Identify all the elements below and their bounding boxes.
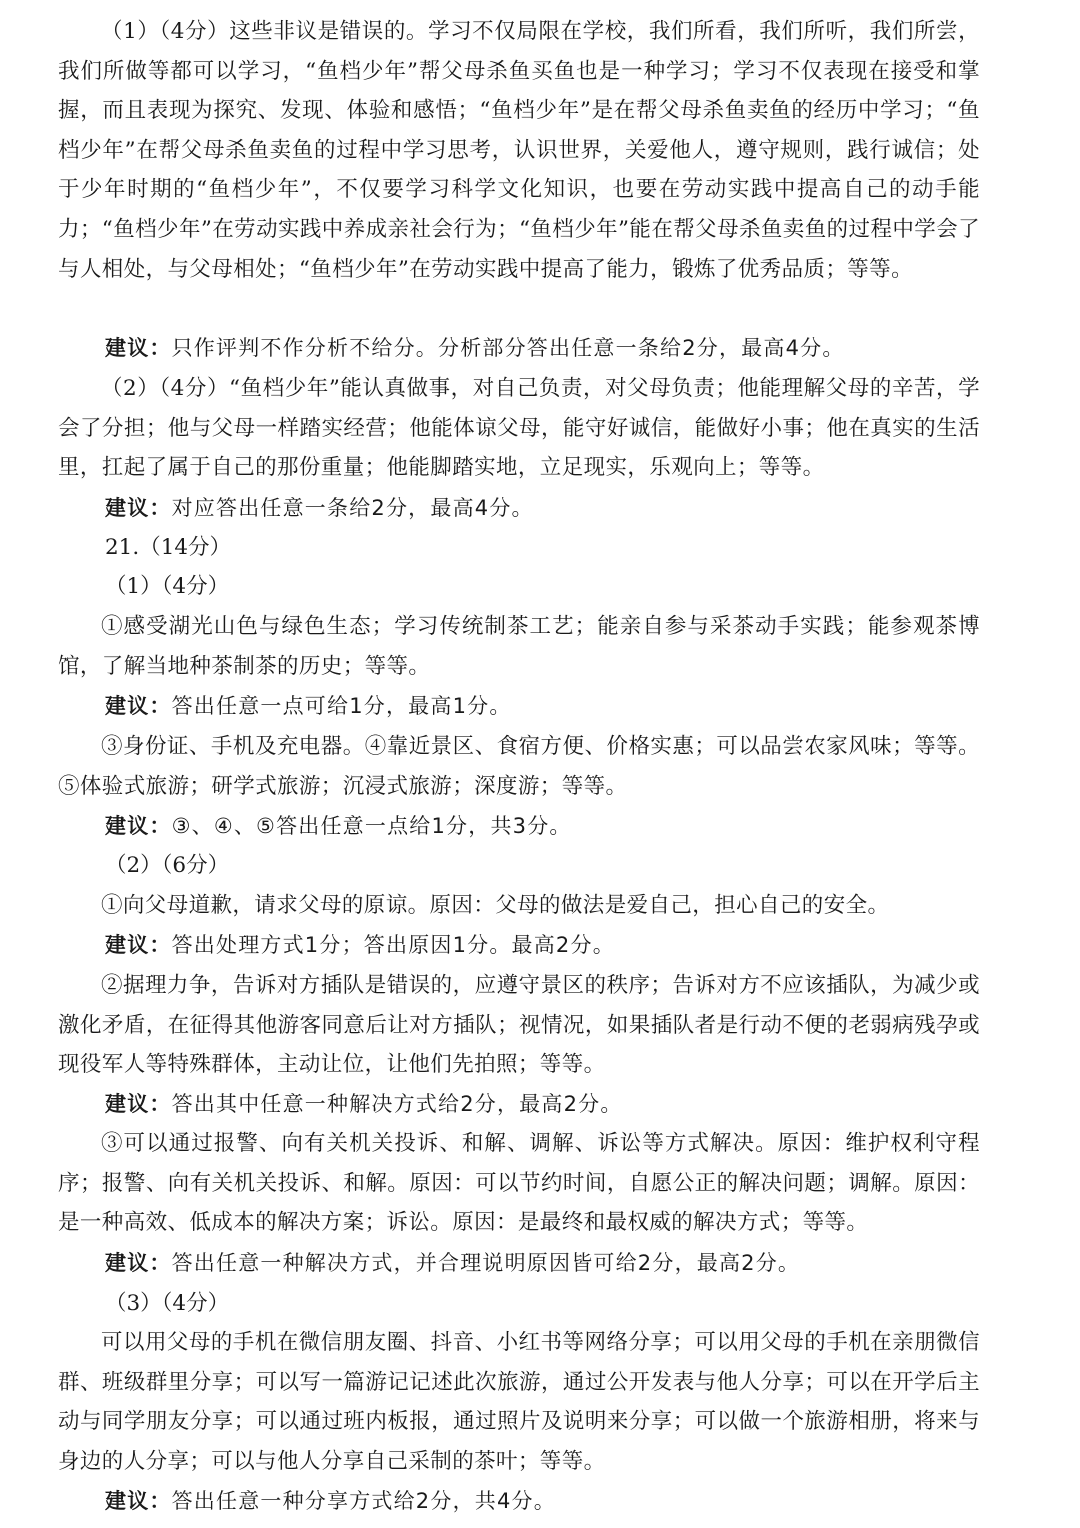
suggestion-label: 建议： bbox=[105, 496, 172, 520]
q21-part2-heading: （2）（6分） bbox=[105, 853, 230, 878]
q21-part2-suggestion-2: 建议：答出其中任意一种解决方式给2分，最高2分。 bbox=[105, 1092, 623, 1116]
q21-part1-heading: （1）（4分） bbox=[105, 574, 230, 599]
q21-part2-suggestion-3: 建议：答出任意一种解决方式，并合理说明原因皆可给2分，最高2分。 bbox=[105, 1251, 801, 1275]
q20-part2-suggestion: 建议：对应答出任意一条给2分，最高4分。 bbox=[105, 496, 534, 520]
q21-part3-heading: （3）（4分） bbox=[105, 1291, 230, 1316]
q21-part2-suggestion-1: 建议：答出处理方式1分；答出原因1分。最高2分。 bbox=[105, 933, 615, 957]
q21-part3-answer: 可以用父母的手机在微信朋友圈、抖音、小红书等网络分享；可以用父母的手机在亲朋微信群、班级群里分享；可以写一篇游记记述此次旅游，通过公开发表与他人分享；可以在开学后主动与同学朋友分享；可以通过班内板报，通过照片及说明来分享；可以做一个旅游相册，将来与身边的人分享；可以与他人分享自己采制的茶叶；等等。 bbox=[58, 1330, 980, 1474]
suggestion-label: 建议： bbox=[105, 814, 172, 838]
q21-part1-suggestion-1: 建议：答出任意一点可给1分，最高1分。 bbox=[105, 694, 512, 718]
q20-part1-suggestion: 建议：只作评判不作分析不给分。分析部分答出任意一条给2分，最高4分。 bbox=[105, 336, 845, 360]
suggestion-label: 建议： bbox=[105, 1489, 172, 1513]
suggestion-label: 建议： bbox=[105, 694, 172, 718]
suggestion-label: 建议： bbox=[105, 1092, 172, 1116]
q21-part1-answer-1: ①感受湖光山色与绿色生态；学习传统制茶工艺；能亲自参与采茶动手实践；能参观茶博馆，了解当地种茶制茶的历史；等等。 bbox=[58, 614, 980, 679]
suggestion-label: 建议： bbox=[105, 336, 172, 360]
suggestion-label: 建议： bbox=[105, 1251, 172, 1275]
q21-title: 21.（14分） bbox=[105, 535, 232, 560]
q21-part1-answer-2: ③身份证、手机及充电器。④靠近景区、食宿方便、价格实惠；可以品尝农家风味；等等。⑤体验式旅游；研学式旅游；沉浸式旅游；深度游；等等。 bbox=[58, 734, 980, 799]
q21-part2-answer-1: ①向父母道歉，请求父母的原谅。原因：父母的做法是爱自己，担心自己的安全。 bbox=[101, 893, 890, 918]
q21-part2-answer-3: ③可以通过报警、向有关机关投诉、和解、调解、诉讼等方式解决。原因：维护权利守程序；报警、向有关机关投诉、和解。原因：可以节约时间，自愿公正的解决问题；调解。原因：是一种高效、低成本的解决方案；诉讼。原因：是最终和最权威的解决方式；等等。 bbox=[58, 1131, 980, 1236]
q20-part1-answer: （1）（4分）这些非议是错误的。学习不仅局限在学校，我们所看，我们所听，我们所尝，我们所做等都可以学习，“鱼档少年”帮父母杀鱼买鱼也是一种学习；学习不仅表现在接受和掌握，而且表现为探究、发现、体验和感悟；“鱼档少年”是在帮父母杀鱼卖鱼的经历中学习；“鱼档少年”在帮父母杀鱼卖鱼的过程中学习思考，认识世界，关爱他人，遵守规则，践行诚信；处于少年时期的“鱼档少年”，不仅要学习科学文化知识，也要在劳动实践中提高自己的动手能力；“鱼档少年”在劳动实践中养成亲社会行为；“鱼档少年”能在帮父母杀鱼卖鱼的过程中学会了与人相处，与父母相处；“鱼档少年”在劳动实践中提高了能力，锻炼了优秀品质；等等。 bbox=[58, 19, 980, 282]
q21-part2-answer-2: ②据理力争，告诉对方插队是错误的，应遵守景区的秩序；告诉对方不应该插队，为减少或激化矛盾，在征得其他游客同意后让对方插队；视情况，如果插队者是行动不便的老弱病残孕或现役军人等特殊群体，主动让位，让他们先拍照；等等。 bbox=[58, 973, 980, 1078]
q20-part2-answer: （2）（4分）“鱼档少年”能认真做事，对自己负责，对父母负责；他能理解父母的辛苦，学会了分担；他与父母一样踏实经营；他能体谅父母，能守好诚信，能做好小事；他在真实的生活里，扛起了属于自己的那份重量；他能脚踏实地，立足现实，乐观向上；等等。 bbox=[58, 376, 980, 481]
q21-part3-suggestion: 建议：答出任意一种分享方式给2分，共4分。 bbox=[105, 1489, 556, 1513]
q21-part1-suggestion-2: 建议：③、④、⑤答出任意一点给1分，共3分。 bbox=[105, 814, 572, 838]
suggestion-label: 建议： bbox=[105, 933, 172, 957]
